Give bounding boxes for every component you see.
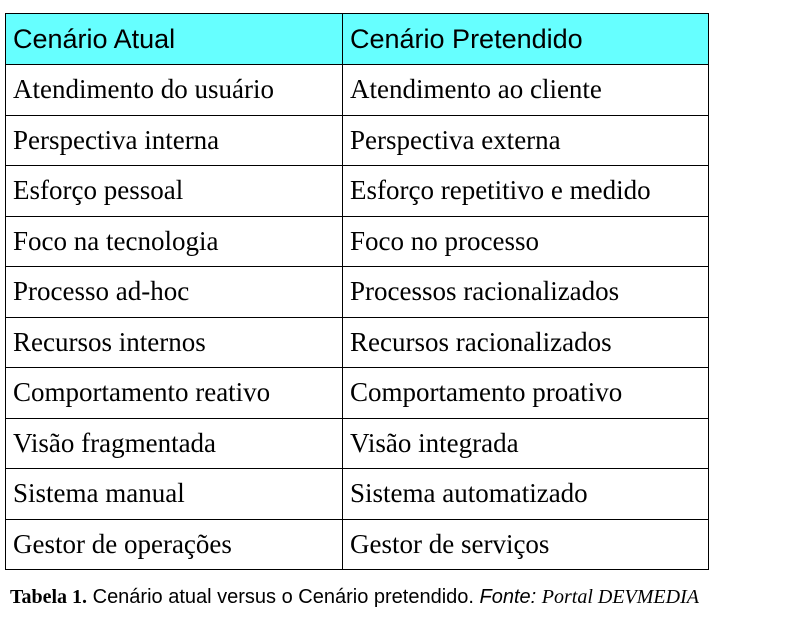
cell-intended: Esforço repetitivo e medido [343, 166, 709, 217]
header-intended-scenario: Cenário Pretendido [343, 14, 709, 65]
cell-intended: Comportamento proativo [343, 368, 709, 419]
table-row [6, 519, 709, 570]
cell-intended: Sistema automatizado [343, 469, 709, 520]
cell-current: Sistema manual [6, 469, 343, 520]
table-row [6, 65, 709, 116]
cell-current: Visão fragmentada [6, 418, 343, 469]
comparison-table [5, 13, 709, 570]
caption-source: Portal DEVMEDIA [541, 586, 699, 608]
table-caption [10, 586, 800, 609]
cell-intended: Gestor de serviços [343, 519, 709, 570]
cell-current: Comportamento reativo [6, 368, 343, 419]
cell-intended: Recursos racionalizados [343, 317, 709, 368]
cell-current: Recursos internos [6, 317, 343, 368]
header-current-scenario: Cenário Atual [6, 14, 343, 65]
table-row [6, 267, 709, 318]
caption-text: Cenário atual versus o Cenário pretendido. [87, 586, 480, 608]
table-row [6, 368, 709, 419]
table-row [6, 216, 709, 267]
cell-current: Processo ad-hoc [6, 267, 343, 318]
table-row [6, 115, 709, 166]
cell-current: Gestor de operações [6, 519, 343, 570]
cell-current: Atendimento do usuário [6, 65, 343, 116]
cell-current: Esforço pessoal [6, 166, 343, 217]
comparison-table-container [5, 13, 708, 570]
cell-intended: Foco no processo [343, 216, 709, 267]
cell-current: Foco na tecnologia [6, 216, 343, 267]
caption-label: Tabela 1. [10, 586, 88, 608]
cell-intended: Visão integrada [343, 418, 709, 469]
table-header-row [6, 14, 709, 65]
table-row [6, 317, 709, 368]
table-row [6, 418, 709, 469]
table-row [6, 469, 709, 520]
cell-intended: Processos racionalizados [343, 267, 709, 318]
cell-current: Perspectiva interna [6, 115, 343, 166]
cell-intended: Perspectiva externa [343, 115, 709, 166]
cell-intended: Atendimento ao cliente [343, 65, 709, 116]
caption-source-label: Fonte: [479, 586, 542, 608]
table-row [6, 166, 709, 217]
